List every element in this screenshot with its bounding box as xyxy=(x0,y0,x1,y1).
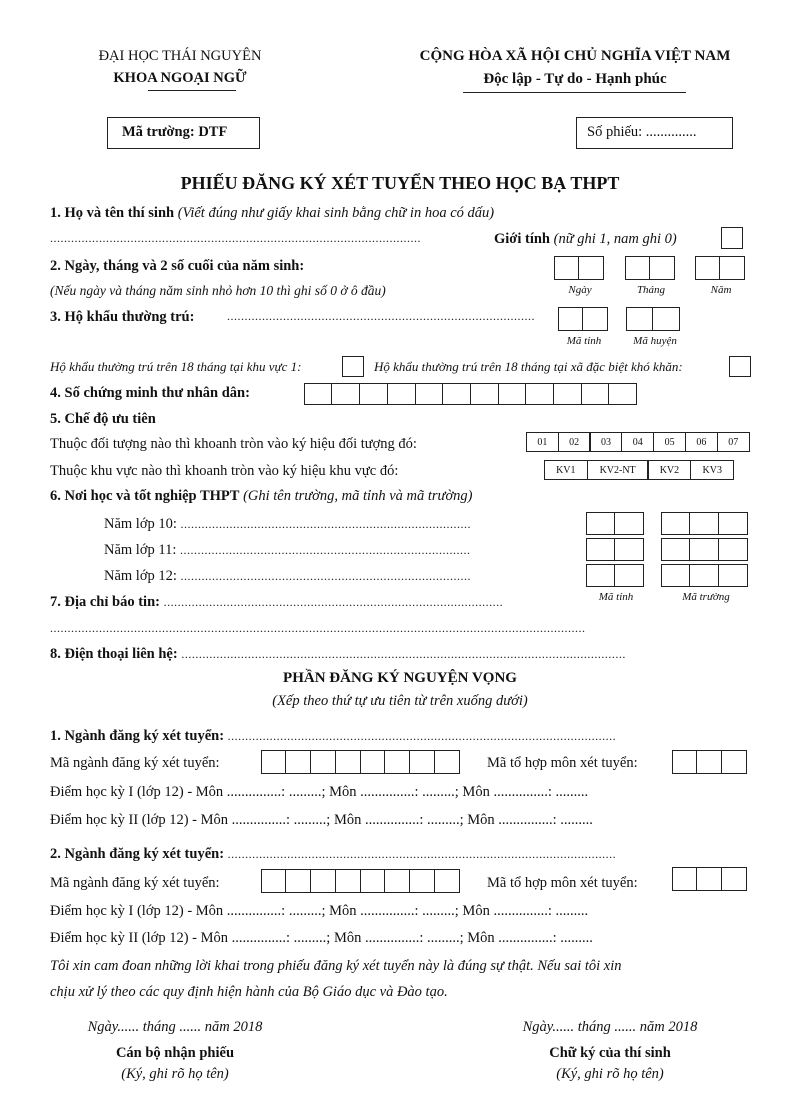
priority-area-text: Thuộc khu vực nào thì khoanh tròn vào ký hiệu khu vực đó: xyxy=(50,463,399,479)
faculty-underline xyxy=(148,90,236,91)
phone-fill-line[interactable]: ............................................................................................................................... xyxy=(181,647,626,661)
id-number-cell[interactable] xyxy=(498,383,527,405)
major1-row xyxy=(50,728,616,745)
id-number-boxes[interactable] xyxy=(305,383,637,405)
pledge-line-2: chịu xử lý theo các quy định hiện hành của Bộ Giáo dục và Đào tạo. xyxy=(50,984,448,1000)
province-code-caption: Mã tỉnh xyxy=(566,335,602,347)
form-number-box xyxy=(576,117,733,149)
priority-code-07[interactable]: 07 xyxy=(717,432,750,452)
grade-school-caption: Mã trường xyxy=(682,591,730,603)
section-6-header xyxy=(50,488,473,505)
area1-label: Hộ khẩu thường trú trên 18 tháng tại khu vực 1: xyxy=(50,359,302,374)
id-number-cell[interactable] xyxy=(581,383,610,405)
birth-month-boxes[interactable] xyxy=(626,256,675,280)
section-1-name xyxy=(50,205,494,222)
grade12-label: Năm lớp 12: xyxy=(104,568,177,584)
major1-combo-label: Mã tổ hợp môn xét tuyển: xyxy=(487,755,638,771)
province-code-boxes[interactable] xyxy=(559,307,608,331)
major2-row xyxy=(50,846,616,863)
grade10-province-boxes[interactable] xyxy=(587,512,644,535)
wishes-subtitle: (Xếp theo thứ tự ưu tiên từ trên xuống dưới) xyxy=(272,693,528,709)
priority-code-03[interactable]: 03 xyxy=(589,432,622,452)
section-6-label: 6. Nơi học và tốt nghiệp THPT xyxy=(50,488,240,504)
priority-code-04[interactable]: 04 xyxy=(621,432,654,452)
id-number-cell[interactable] xyxy=(442,383,471,405)
section-4-label: 4. Số chứng minh thư nhân dân: xyxy=(50,385,250,401)
candidate-date: Ngày...... tháng ...... năm 2018 xyxy=(522,1019,698,1035)
major2-semester2-scores[interactable]: Điểm học kỳ II (lớp 12) - Môn ...............: .........; Môn ...............: .........; Môn ...............: ......... xyxy=(50,930,593,946)
address-fill-line-2[interactable]: ......................................................................................................................................................... xyxy=(50,621,586,635)
residence-fill-line[interactable]: ........................................................................................ xyxy=(227,309,535,323)
id-number-cell[interactable] xyxy=(553,383,582,405)
year-caption: Năm xyxy=(710,284,732,296)
major1-fill-line[interactable]: ............................................................................................................... xyxy=(227,729,617,743)
receiver-title: Cán bộ nhận phiếu xyxy=(115,1045,235,1061)
form-title: PHIẾU ĐĂNG KÝ XÉT TUYỂN THEO HỌC BẠ THPT xyxy=(180,173,620,193)
priority-area-kv2-nt[interactable]: KV2-NT xyxy=(587,460,649,480)
major2-combo-boxes[interactable] xyxy=(673,867,747,891)
receiver-sign-note: (Ký, ghi rõ họ tên) xyxy=(121,1066,229,1082)
area2-label: Hộ khẩu thường trú trên 18 tháng tại xã đặc biệt khó khăn: xyxy=(374,359,683,374)
section-1-label: 1. Họ và tên thí sinh xyxy=(50,205,175,221)
section-7-row xyxy=(50,594,503,611)
major1-label: 1. Ngành đăng ký xét tuyển: xyxy=(50,728,225,744)
section-5-label: 5. Chế độ ưu tiên xyxy=(50,411,156,427)
grade10-school-boxes[interactable] xyxy=(662,512,748,535)
birth-year-boxes[interactable] xyxy=(696,256,745,280)
section-3-label: 3. Hộ khẩu thường trú: xyxy=(50,309,195,325)
major2-semester1-scores[interactable]: Điểm học kỳ I (lớp 12) - Môn ...............: .........; Môn ...............: .........; Môn ...............: ......... xyxy=(50,903,589,919)
candidate-sign-note: (Ký, ghi rõ họ tên) xyxy=(556,1066,664,1082)
day-caption: Ngày xyxy=(568,284,592,296)
address-fill-line-1[interactable]: ................................................................................................. xyxy=(163,595,504,609)
priority-object-codes[interactable] xyxy=(527,432,750,452)
motto-underline xyxy=(463,92,686,93)
grade10-fill-line[interactable]: ................................................................................... xyxy=(180,517,472,531)
id-number-cell[interactable] xyxy=(608,383,637,405)
section-7-label: 7. Địa chỉ báo tin: xyxy=(50,594,160,610)
area2-box[interactable] xyxy=(729,356,751,377)
major2-label: 2. Ngành đăng ký xét tuyển: xyxy=(50,846,225,862)
major1-code-boxes[interactable] xyxy=(262,750,460,774)
id-number-cell[interactable] xyxy=(331,383,360,405)
priority-area-kv1[interactable]: KV1 xyxy=(544,460,588,480)
major1-semester2-scores[interactable]: Điểm học kỳ II (lớp 12) - Môn ...............: .........; Môn ...............: .........; Môn ...............: ......... xyxy=(50,812,593,828)
grade11-fill-line[interactable]: ................................................................................... xyxy=(180,543,471,557)
priority-code-01[interactable]: 01 xyxy=(526,432,559,452)
priority-object-text: Thuộc đối tượng nào thì khoanh tròn vào ký hiệu đối tượng đó: xyxy=(50,436,417,452)
id-number-cell[interactable] xyxy=(470,383,499,405)
section-6-note: (Ghi tên trường, mã tỉnh và mã trường) xyxy=(243,488,473,504)
id-number-cell[interactable] xyxy=(415,383,444,405)
receiver-date: Ngày...... tháng ...... năm 2018 xyxy=(87,1019,263,1035)
gender-box[interactable] xyxy=(721,227,743,249)
national-motto: Độc lập - Tự do - Hạnh phúc xyxy=(483,71,667,87)
grade12-fill-line[interactable]: ................................................................................... xyxy=(180,569,472,583)
area1-box[interactable] xyxy=(342,356,364,377)
district-code-caption: Mã huyện xyxy=(633,335,677,347)
major2-fill-line[interactable]: ............................................................................................................... xyxy=(227,847,617,861)
school-code-box xyxy=(107,117,260,149)
section-8-label: 8. Điện thoại liên hệ: xyxy=(50,646,178,662)
priority-code-02[interactable]: 02 xyxy=(558,432,591,452)
district-code-boxes[interactable] xyxy=(627,307,680,331)
major2-code-label: Mã ngành đăng ký xét tuyển: xyxy=(50,875,220,891)
major2-combo-label: Mã tổ hợp môn xét tuyển: xyxy=(487,875,638,891)
wishes-title: PHẦN ĐĂNG KÝ NGUYỆN VỌNG xyxy=(283,670,517,686)
section-1-note: (Viết đúng như giấy khai sinh bằng chữ in hoa có dấu) xyxy=(177,205,495,221)
grade11-school-boxes[interactable] xyxy=(662,538,748,561)
grade11-label: Năm lớp 11: xyxy=(104,542,177,558)
grade-province-caption: Mã tỉnh xyxy=(598,591,634,603)
major1-semester1-scores[interactable]: Điểm học kỳ I (lớp 12) - Môn ...............: .........; Môn ...............: .........; Môn ...............: ......... xyxy=(50,784,589,800)
candidate-title: Chữ ký của thí sinh xyxy=(549,1045,671,1061)
country-name: CỘNG HÒA XÃ HỘI CHỦ NGHĨA VIỆT NAM xyxy=(419,48,731,64)
grade11-province-boxes[interactable] xyxy=(587,538,644,561)
section-2-label: 2. Ngày, tháng và 2 số cuối của năm sinh: xyxy=(50,258,305,274)
month-caption: Tháng xyxy=(636,284,666,296)
priority-code-05[interactable]: 05 xyxy=(653,432,686,452)
school-code: Mã trường: DTF xyxy=(122,124,228,140)
name-fill-line[interactable]: .......................................................................................................... xyxy=(50,231,421,245)
id-number-cell[interactable] xyxy=(304,383,333,405)
grade12-province-boxes[interactable] xyxy=(587,564,644,587)
major1-code-label: Mã ngành đăng ký xét tuyển: xyxy=(50,755,220,771)
faculty-name: KHOA NGOẠI NGỮ xyxy=(113,70,247,86)
priority-area-kv3[interactable]: KV3 xyxy=(690,460,734,480)
gender-note: (nữ ghi 1, nam ghi 0) xyxy=(553,231,677,247)
birth-day-boxes[interactable] xyxy=(555,256,604,280)
grade12-row xyxy=(104,568,471,585)
gender-label: Giới tính xyxy=(494,231,550,247)
priority-code-06[interactable]: 06 xyxy=(685,432,718,452)
grade12-school-boxes[interactable] xyxy=(662,564,748,587)
section-2-note: (Nếu ngày và tháng năm sinh nhỏ hơn 10 thì ghi số 0 ở ô đầu) xyxy=(50,283,386,298)
major2-code-boxes[interactable] xyxy=(262,869,460,893)
major1-combo-boxes[interactable] xyxy=(673,750,747,774)
grade11-row xyxy=(104,542,471,559)
grade10-row xyxy=(104,516,471,533)
section-8-row xyxy=(50,646,626,663)
priority-area-kv2[interactable]: KV2 xyxy=(647,460,691,480)
gender-field xyxy=(494,231,677,248)
priority-area-codes[interactable] xyxy=(545,460,734,480)
id-number-cell[interactable] xyxy=(387,383,416,405)
id-number-cell[interactable] xyxy=(359,383,388,405)
grade10-label: Năm lớp 10: xyxy=(104,516,177,532)
id-number-cell[interactable] xyxy=(525,383,554,405)
university-name: ĐẠI HỌC THÁI NGUYÊN xyxy=(98,48,262,64)
pledge-line-1: Tôi xin cam đoan những lời khai trong phiếu đăng ký xét tuyển này là đúng sự thật. Nếu sai tôi xin xyxy=(50,958,622,974)
form-number: Số phiếu: .............. xyxy=(587,124,697,140)
